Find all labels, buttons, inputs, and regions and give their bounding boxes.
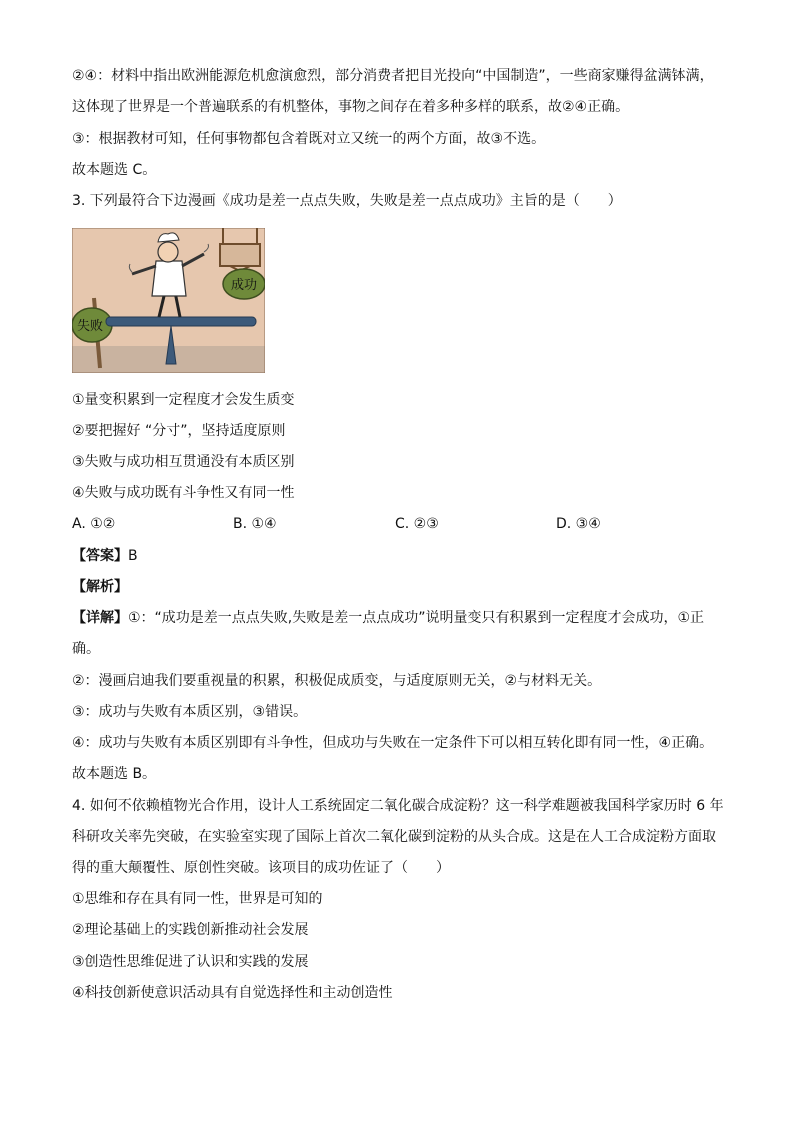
q3-option-d: D. ③④ (556, 516, 601, 532)
q4-stem-line-3: 得的重大颠覆性、原创性突破。该项目的成功佐证了（ ） (72, 860, 450, 876)
q4-stem-line-2: 科研攻关率先突破，在实验室实现了国际上首次二氧化碳到淀粉的从头合成。这是在人工合成淀粉方面取 (72, 829, 716, 845)
q3-option-b: B. ①④ (233, 516, 277, 532)
q4-item-4: ④科技创新使意识活动具有自觉选择性和主动创造性 (72, 985, 393, 1001)
answer-value: B (128, 548, 138, 564)
cartoon-label-failure: 失败 (76, 319, 104, 334)
prev-analysis-line-2: 这体现了世界是一个普遍联系的有机整体，事物之间存在着多种多样的联系，故②④正确。 (72, 99, 630, 115)
q3-stem: 3. 下列最符合下边漫画《成功是差一点点失败，失败是差一点点成功》主旨的是（ ） (72, 193, 622, 209)
q3-option-a: A. ①② (72, 516, 116, 532)
q4-item-2: ②理论基础上的实践创新推动社会发展 (72, 922, 309, 938)
q3-detail-line-4: ③：成功与失败有本质区别，③错误。 (72, 704, 308, 720)
q3-detail-line-3: ②：漫画启迪我们要重视量的积累，积极促成质变，与适度原则无关，②与材料无关。 (72, 673, 602, 689)
q3-detail-line-5: ④：成功与失败有本质区别即有斗争性，但成功与失败在一定条件下可以相互转化即有同一性，④正确。 (72, 735, 714, 751)
prev-analysis-line-3: ③：根据教材可知，任何事物都包含着既对立又统一的两个方面，故③不选。 (72, 131, 546, 147)
q4-item-3: ③创造性思维促进了认识和实践的发展 (72, 954, 309, 970)
prev-analysis-line-1: ②④：材料中指出欧洲能源危机愈演愈烈，部分消费者把目光投向“中国制造”，一些商家赚得盆满钵满， (72, 68, 714, 84)
q3-detail-line-1 (72, 608, 704, 628)
detail-text-1: ①：“成功是差一点点失败,失败是差一点点成功”说明量变只有积累到一定程度才会成功，①正 (128, 610, 705, 626)
q3-item-3: ③失败与成功相互贯通没有本质区别 (72, 454, 295, 470)
q4-item-1: ①思维和存在具有同一性，世界是可知的 (72, 891, 323, 907)
q3-item-1: ①量变积累到一定程度才会发生质变 (72, 392, 295, 408)
analysis-label: 【解析】 (72, 579, 128, 595)
cartoon-image (72, 228, 265, 373)
q3-item-4: ④失败与成功既有斗争性又有同一性 (72, 485, 295, 501)
q3-answer (72, 546, 138, 566)
q4-stem-line-1: 4. 如何不依赖植物光合作用，设计人工系统固定二氧化碳合成淀粉？这一科学难题被我国科学家历时 6 年 (72, 798, 724, 814)
q3-item-2: ②要把握好 “分寸”，坚持适度原则 (72, 423, 286, 439)
answer-label: 【答案】 (72, 548, 128, 564)
prev-conclusion: 故本题选 C。 (72, 162, 157, 178)
cartoon-label-success: 成功 (230, 278, 258, 293)
q3-conclusion: 故本题选 B。 (72, 766, 157, 782)
q3-detail-line-2: 确。 (72, 641, 100, 657)
detail-label: 【详解】 (72, 610, 128, 626)
q3-option-c: C. ②③ (395, 516, 439, 532)
